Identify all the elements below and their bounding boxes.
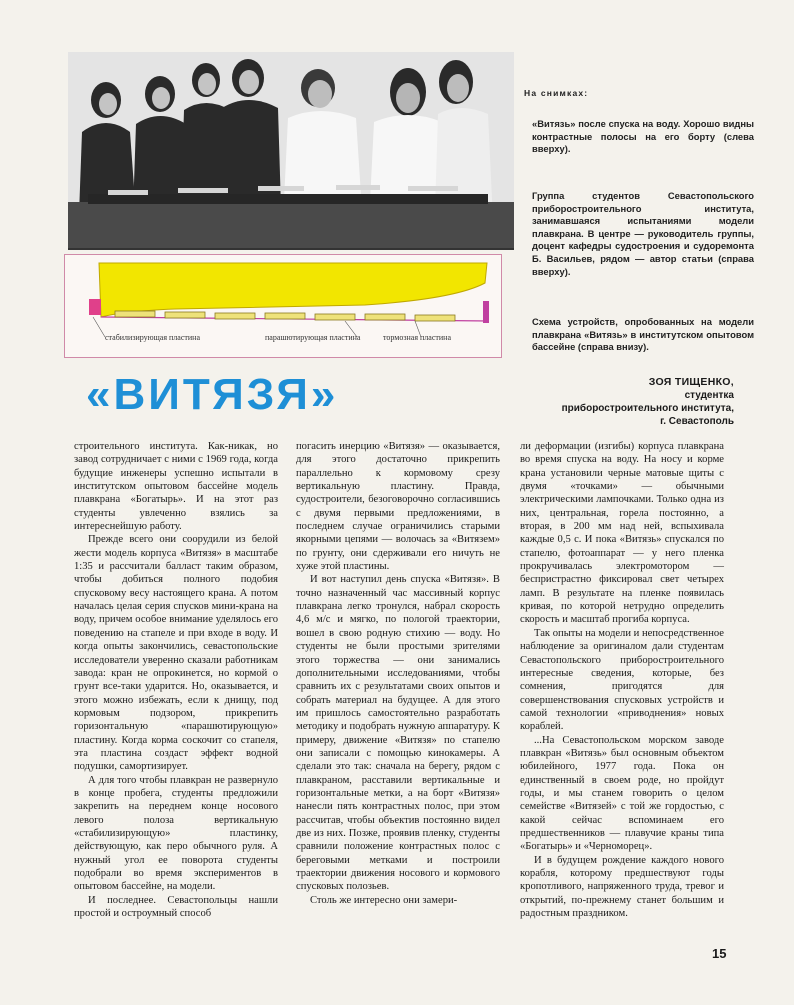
paragraph: Прежде всего они соорудили из белой жести модель корпуса «Витязя» в масштабе 1:35 и рассчитали балласт таким образом, чтобы добиться полного подобия спусковому весу настоящего крана. А потом началась целая серия спусков мини-крана на воду, причем особое внимание уделялось его поведению на стапеле и при входе в воду. И когда опыты закончились, севастопольские исследователи уверенно сказали работникам завода: кран не опрокинется, но кормой о грунт все-таки ударится. Но, оказывается, и этого можно избежать, если к днищу, под кормовым подзором, прикрепить горизонтальную «парашютирующую» пластину. Когда корма соскочит со стапеля, эта пластина создаст эффект водной подушки, самортизирует. — [74, 534, 278, 773]
paragraph: И вот наступил день спуска «Витязя». В точно назначенный час массивный корпус плавкрана легко тронулся, набрал скорость 4,6 м/с и мягко, по пологой траектории, вошел в свою родную стихию — воду. Но студенты не были простыми зрителями этого торжества — они занимались дополнительными исследованиями, чтобы сравнить их с результатами своих опытов и собрать материал на будущее. А для этого им пришлось самостоятельно разработать методику и подобрать нужную аппаратуру. К примеру, движение «Витязя» по стапелю они записали с помощью кинокамеры. А сделали это так: сначала на берегу, рядом с плавкраном, расставили вертикальные и горизонтальные метки, а на борт «Витязя» нанесли пять контрастных полос, при этом рассчитав, чтобы объектив постоянно видел две из них. Позже, проявив пленку, студенты сравнили положение контрастных полос с береговыми метками и построили траектории движения носового и кормового спусковых полозьев. — [296, 574, 500, 893]
author-role: студентка — [684, 390, 734, 401]
paragraph: строительного института. Как-никак, но завод сотрудничает с ними с 1969 года, когда будущие инженеры успешно испытали в институтском опытовом бассейне модель плавкрана «Богатырь». И на этот раз студенты увлеченно взялись за интереснейшую работу. — [74, 441, 278, 533]
diagram-label-parachuting: парашютирующая пластина — [265, 333, 361, 342]
paragraph: погасить инерцию «Витязя» — оказывается, для этого достаточно прикрепить параллельно к кормовому срезу вертикальную пластину. Правда, судостроители, безоговорочно согласившись с двумя первыми предложениями, в последнем случае ограничились старыми якорными цепями — волочась за «Витязем» по грунту, они сдерживали его ничуть не хуже этой пластины. — [296, 441, 500, 573]
launch-schema-diagram — [64, 254, 502, 358]
paragraph: Так опыты на модели и непосредственное наблюдение за оригиналом дали студентам Севастопольского приборостроительного интересные сведения, которые, без сомнения, пригодятся для совершенствования спусковых устройств и самой технологии «приводнения» новых кораблей. — [520, 627, 724, 733]
diagram-label-braking: тормозная пластина — [383, 333, 451, 342]
author-block — [562, 376, 734, 428]
paragraph: ...На Севастопольском морском заводе плавкран «Витязь» был основным объектом юбилейного, 1977 года. Пока он единственный в своем роде, но пройдут годы, и мы станем говорить о целом семействе «Витязей» с той же гордостью, с какой сейчас вспоминаем его предшественников — плавучие краны типа «Богатырь» и «Черноморец». — [520, 734, 724, 853]
paragraph: Столь же интересно они замери- — [310, 894, 458, 906]
caption-photo-2: Группа студентов Севастопольского приборостроительного института, занимавшаяся испытаниями модели плавкрана. В центре — руководитель группы, доцент кафедры судостроения и судоремонта Б. Васильев, рядом — автор статьи (справа вверху). — [532, 190, 754, 277]
text-column-2 — [296, 440, 500, 907]
author-institute: приборостроительного института, — [561, 403, 734, 414]
page-number: 15 — [712, 946, 727, 961]
article-title: «ВИТЯЗЯ» — [86, 370, 339, 419]
diagram-label-stabilizing: стабилизирующая пластина — [105, 333, 201, 342]
author-name: ЗОЯ ТИЩЕНКО, — [648, 376, 734, 388]
paragraph: И последнее. Севастопольцы нашли простой и остроумный способ — [74, 894, 278, 920]
caption-photo-3: Схема устройств, опробованных на модели плавкрана «Витязь» в институтском опытовом бассейне (справа внизу). — [532, 316, 754, 353]
paragraph: А для того чтобы плавкран не развернуло в конце пробега, студенты предложили закрепить на переднем конце носового левого полоза вертикальную «стабилизирующую» пластинку, действующую, как перо обычного руля. А нужный угол ее поворота студенты подобрали во время экспериментов в опытовом бассейне, на модели. — [74, 774, 278, 893]
paragraph: И в будущем рождение каждого нового корабля, которому предшествуют годы кропотливого, напряженного труда, тревог и открытий, по-прежнему станет большим и радостным праздником. — [520, 854, 724, 920]
captions-heading: На снимках: — [524, 88, 589, 98]
author-city: г. Севастополь — [660, 416, 734, 427]
text-column-1 — [74, 440, 278, 920]
text-column-3 — [520, 440, 724, 920]
paragraph: ли деформации (изгибы) корпуса плавкрана во время спуска на воду. На носу и корме крана установили черные матовые щиты с двумя «точками» — обычными электрическими лампочками. Только одна из них, центральная, горела постоянно, а вторая, в 200 мм над ней, вспыхивала каждые 0,5 с. И пока «Витязь» спускался по стапелю, фотоаппарат — у него пленка прокручивалась электромотором — беспристрастно фиксировал свет четырех ламп. В результате на пленке появилась кривая, по которой нетрудно определить скорость и масштаб прогиба корпуса. — [520, 441, 724, 626]
group-photo — [68, 52, 514, 250]
caption-photo-1: «Витязь» после спуска на воду. Хорошо видны контрастные полосы на его борту (слева вверху). — [532, 118, 754, 155]
